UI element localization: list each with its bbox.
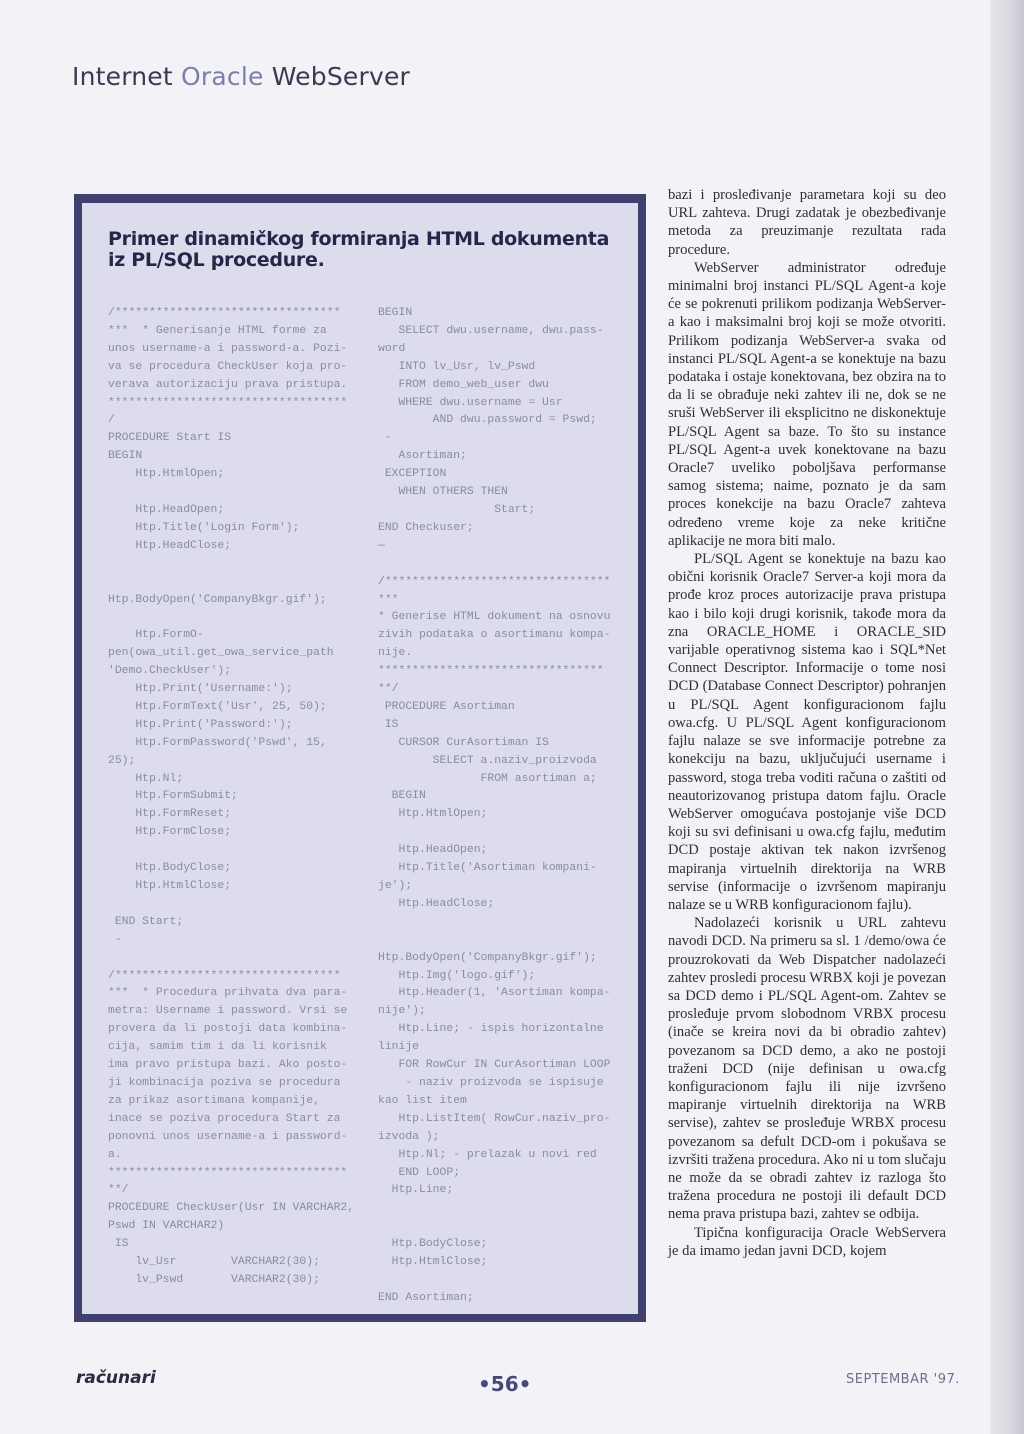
sidebar-title-line1: Primer dinamičkog formiranja HTML dokumenta: [108, 228, 610, 250]
article-text-column: [668, 186, 946, 1260]
article-paragraph: bazi i prosleđivanje parametara koji su deo URL zahteva. Drugi zadatak je obezbeđivanje metoda za preuzimanje rezultata rada procedure.: [668, 187, 946, 258]
article-paragraph: Nadolazeći korisnik u URL zahtevu navodi DCD. Na primeru sa sl. 1 /demo/owa će prouzrokovati da Web Dispatcher nadolazeći zahtev prosledi procesu WRBX koji je povezan sa DCD demo i PL/SQL Agent-om. Zahtev se prosleđuje prvom slobodnom VRBX procesu (inače se kreira novi da bi obradio zahtev) povezanom sa DCD demo, a ako ne postoji traženi DCD (nije definisan u owa.cfg konfiguracionom fajlu ili nije izvršeno mapiranje virtuelnih direktorija na WRB servise), zahtev se prosleđuje WRBX procesu povezanom sa defult DCD-om i pokušava se izvršiti tražena procedura. Ako ni u tom slučaju ne može da se obradi zahtev iz razloga što tražena procedura ne postoji ili default DCD nema prava pristupa bazi, zahtev se odbija.: [668, 915, 946, 1223]
code-sidebar-inner: [82, 203, 638, 1314]
footer-page-number: •56•: [478, 1372, 532, 1396]
article-paragraph: Tipična konfiguracija Oracle WebServera je da imamo jedan javni DCD, kojem: [668, 1224, 946, 1259]
footer-issue-date: SEPTEMBAR '97.: [846, 1372, 960, 1387]
sidebar-title-line2: iz PL/SQL procedure.: [108, 249, 325, 271]
header-suffix: WebServer: [263, 62, 411, 91]
code-sidebar-box: [74, 194, 646, 1322]
page-edge-shadow: [990, 0, 1024, 1434]
article-paragraph: PL/SQL Agent se konektuje na bazu kao obični korisnik Oracle7 Server-a koji mora da prođe kroz proces autorizacije prava pristupa kao i bilo koji drugi korisnik, takođe mora da zna ORACLE_HOME i ORACLE_SID varijable operativnog sistema kao i SQL*Net Connect Descriptor. Informacije o tome nosi DCD (Database Connect Descriptor) pohranjen u PL/SQL Agent konfiguracionom fajlu owa.cfg. U PL/SQL Agent konfiguracionom fajlu nalaze se sve informacije potrebne za konekciju na bazu, uključujući username i password, stoga treba voditi računa o zaštiti od neautorizovanog pristupa datom fajlu. Oracle WebServer omogućava postojanje više DCD koji su svi definisani u owa.cfg fajlu, međutim DCD postaje aktivan tek nakon izvršenog mapiranja virtuelnih direktorija na WRB servise (informacije o izvršenom mapiranju nalaze se u WRB konfiguracionom fajlu).: [668, 551, 946, 913]
footer-magazine-brand: računari: [76, 1368, 156, 1388]
sidebar-title: [108, 229, 628, 271]
code-listing-right: BEGIN SELECT dwu.username, dwu.pass- word INTO lv_Usr, lv_Pswd FROM demo_web_user dwu WHERE dwu.username = Usr AND dwu.password = Pswd; - Asortiman; EXCEPTION WHEN OTHERS THEN Start; END Checkuser; — /********************************* *** * Generise HTML dokument na osnovu zivih podataka o asortimanu kompa- nije. ********************************* **/ PROCEDURE Asortiman IS CURSOR CurAsortiman IS SELECT a.naziv_proizvoda FROM asortiman a; BEGIN Htp.HtmlOpen; Htp.HeadOpen; Htp.Title('Asortiman kompani- je'); Htp.HeadClose; Htp.BodyOpen('CompanyBkgr.gif'); Htp.Img('logo.gif'); Htp.Header(1, 'Asortiman kompa- nije'); Htp.Line; - ispis horizontalne linije FOR RowCur IN CurAsortiman LOOP - naziv proizvoda se ispisuje kao list item Htp.ListItem( RowCur.naziv_pro- izvoda ); Htp.Nl; - prelazak u novi red END LOOP; Htp.Line; Htp.BodyClose; Htp.HtmlClose; END Asortiman;: [378, 307, 611, 1304]
header-accent: Oracle: [181, 62, 264, 91]
article-paragraph: WebServer administrator određuje minimalni broj instanci PL/SQL Agent-a koje će se pokrenuti prilikom podizanja WebServer-a kao i maksimalni broj koji se može otvoriti. Prilikom podizanja WebServer-a svaka od instanci PL/SQL Agent-a se konektuje na bazu podataka i ostaje konektovana, bez obzira na to da li se obrađuje neki zahtev ili ne, dok se ne sruši WebServer ili eksplicitno ne diskonektuje PL/SQL Agent sa baze. To što su instance PL/SQL Agent-a uvek konektovane na bazu Oracle7 uveliko poboljšava performanse samog sistema; naime, poznato je da sam proces konekcije na bazu Oracle7 zahteva određeno vreme koje za neke kritične aplikacije ne mora biti malo.: [668, 259, 946, 549]
page-header: [72, 62, 410, 91]
code-listing-left: /********************************* *** * Generisanje HTML forme za unos username-a i password-a. Pozi- va se procedura CheckUser koja pro- verava autorizaciju prava pristupa. *********************************** / PROCEDURE Start IS BEGIN Htp.HtmlOpen; Htp.HeadOpen; Htp.Title('Login Form'); Htp.HeadClose; Htp.BodyOpen('CompanyBkgr.gif'); Htp.FormO- pen(owa_util.get_owa_service_path 'Demo.CheckUser'); Htp.Print('Username:'); Htp.FormText('Usr', 25, 50); Htp.Print('Password:'); Htp.FormPassword('Pswd', 15, 25); Htp.Nl; Htp.FormSubmit; Htp.FormReset; Htp.FormClose; Htp.BodyClose; Htp.HtmlClose; END Start; - /********************************* *** * Procedura prihvata dva para- metra: Username i password. Vrsi se provera da li postoji data kombina- cija, samim tim i da li korisnik ima pravo pristupa bazi. Ako posto- ji kombinacija poziva se procedura za prikaz asortimana kompanije, inace se poziva procedura Start za ponovni unos username-a i password- a. *********************************** **/ PROCEDURE CheckUser(Usr IN VARCHAR2, Pswd IN VARCHAR2) IS lv_Usr VARCHAR2(30); lv_Pswd VARCHAR2(30);: [108, 307, 355, 1286]
header-prefix: Internet: [72, 62, 182, 91]
